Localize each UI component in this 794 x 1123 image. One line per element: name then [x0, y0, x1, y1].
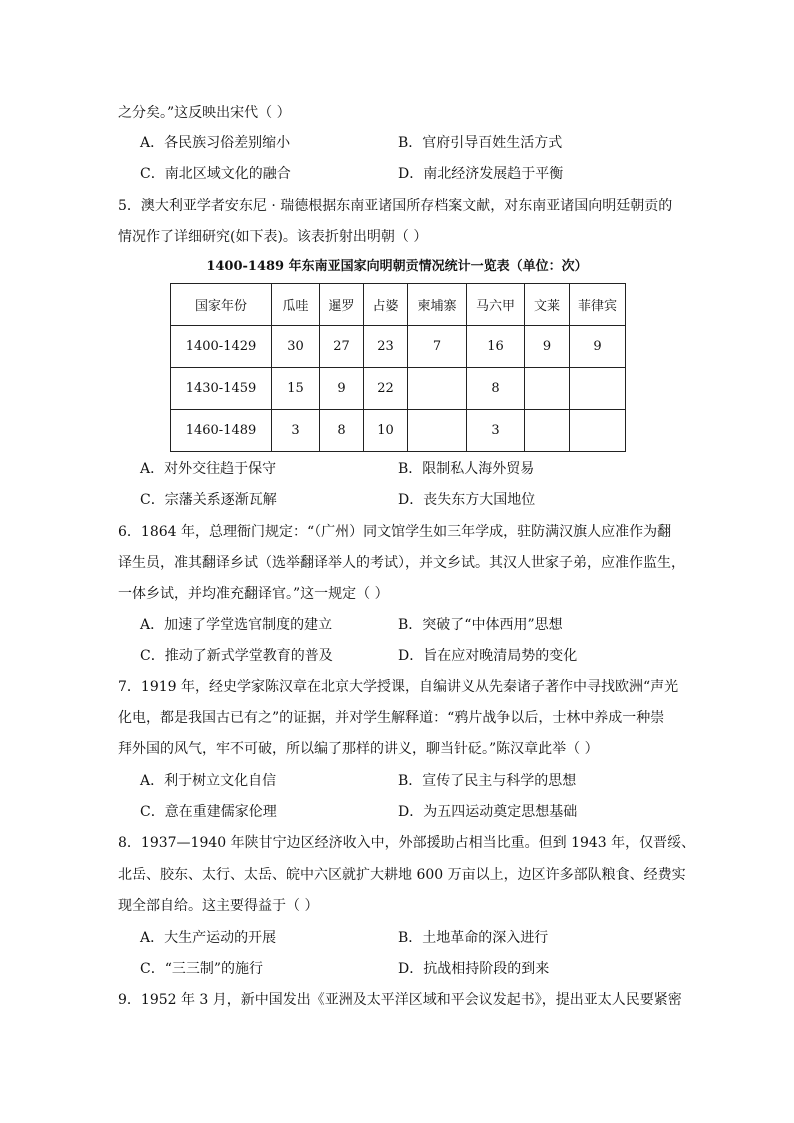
q4-stem: 之分矣。”这反映出宋代（ ） [118, 105, 291, 121]
tribute-table [170, 283, 626, 452]
q8-option-c: C．“三三制”的施行 [140, 961, 264, 977]
table-cell: 9 [525, 326, 570, 368]
q8-option-a: A．大生产运动的开展 [140, 930, 277, 946]
q7-option-a: A．利于树立文化自信 [140, 773, 277, 789]
q8-stem-line: 北岳、胶东、太行、太岳、皖中六区就扩大耕地 600 万亩以上，边区许多部队粮食、经费实 [118, 867, 686, 883]
table-cell: 22 [364, 368, 408, 410]
table-header-cell: 瓜哇 [272, 284, 320, 326]
q7-option-d: D．为五四运动奠定思想基础 [398, 804, 578, 820]
table-header-cell: 暹罗 [320, 284, 364, 326]
table-cell [570, 368, 626, 410]
q5-table-title: 1400-1489 年东南亚国家向明朝贡情况统计一览表（单位：次） [206, 259, 588, 274]
q7-option-c: C．意在重建儒家伦理 [140, 804, 277, 820]
table-cell [525, 368, 570, 410]
table-cell [525, 410, 570, 452]
table-cell: 16 [467, 326, 525, 368]
table-cell: 30 [272, 326, 320, 368]
table-row [171, 410, 626, 452]
q4-option-c: C．南北区域文化的融合 [140, 166, 291, 182]
table-row [171, 368, 626, 410]
q6-option-c: C．推动了新式学堂教育的普及 [140, 648, 333, 664]
q7-stem-line: 7．1919 年，经史学家陈汉章在北京大学授课，自编讲义从先秦诸子著作中寻找欧洲“声光 [118, 679, 679, 695]
table-cell: 3 [467, 410, 525, 452]
q4-option-a: A．各民族习俗差别缩小 [140, 135, 291, 151]
table-cell: 1430-1459 [171, 368, 272, 410]
table-header-cell: 文莱 [525, 284, 570, 326]
table-header-cell: 菲律宾 [570, 284, 626, 326]
q6-stem-line: 6．1864 年，总理衙门规定：“（广州）同文馆学生如三年学成，驻防满汉旗人应准作为翻 [118, 524, 672, 540]
table-cell: 10 [364, 410, 408, 452]
q6-option-d: D．旨在应对晚清局势的变化 [398, 648, 578, 664]
q5-option-d: D．丧失东方大国地位 [398, 492, 536, 508]
q5-option-a: A．对外交往趋于保守 [140, 461, 277, 477]
table-cell [570, 410, 626, 452]
q7-stem-line: 拜外国的风气，牢不可破，所以编了那样的讲义，聊当针砭。”陈汉章此举（ ） [118, 741, 599, 757]
table-cell: 8 [467, 368, 525, 410]
q5-stem-line: 5．澳大利亚学者安东尼 · 瑞德根据东南亚诸国所存档案文献，对东南亚诸国向明廷朝贡的 [118, 198, 673, 214]
table-cell: 9 [320, 368, 364, 410]
q6-stem-line: 一体乡试，并均准充翻译官。”这一规定（ ） [118, 586, 389, 602]
q6-stem-line: 译生员，准其翻译乡试（选举翻译举人的考试），并文乡试。其汉人世家子弟，应准作监生， [118, 555, 685, 571]
table-cell: 23 [364, 326, 408, 368]
table-header-cell: 国家年份 [171, 284, 272, 326]
table-cell: 15 [272, 368, 320, 410]
table-row [171, 326, 626, 368]
q7-option-b: B．宣传了民主与科学的思想 [398, 773, 577, 789]
q7-stem-line: 化电，都是我国古已有之”的证据，并对学生解释道：“鸦片战争以后，士林中养成一种崇 [118, 710, 665, 726]
q9-stem-line: 9．1952 年 3 月，新中国发出《亚洲及太平洋区域和平会议发起书》，提出亚太人民要紧密 [118, 992, 682, 1008]
q4-option-b: B．官府引导百姓生活方式 [398, 135, 563, 151]
q8-stem-line: 现全部自给。这主要得益于（ ） [118, 898, 319, 914]
table-header-cell: 马六甲 [467, 284, 525, 326]
table-cell: 8 [320, 410, 364, 452]
q6-option-a: A．加速了学堂选官制度的建立 [140, 617, 333, 633]
table-cell: 1400-1429 [171, 326, 272, 368]
table-cell: 7 [408, 326, 467, 368]
q8-option-b: B．土地革命的深入进行 [398, 930, 549, 946]
q5-stem-line: 情况作了详细研究(如下表)。该表折射出明朝（ ） [118, 229, 428, 245]
table-header-cell: 柬埔寨 [408, 284, 467, 326]
q4-option-d: D．南北经济发展趋于平衡 [398, 166, 564, 182]
table-cell: 27 [320, 326, 364, 368]
table-cell: 3 [272, 410, 320, 452]
table-cell [408, 410, 467, 452]
q8-stem-line: 8．1937—1940 年陕甘宁边区经济收入中，外部援助占相当比重。但到 1943 年，仅晋绥、 [118, 835, 696, 851]
table-header-row [171, 284, 626, 326]
q8-option-d: D．抗战相持阶段的到来 [398, 961, 550, 977]
table-cell: 1460-1489 [171, 410, 272, 452]
q5-option-c: C．宗藩关系逐渐瓦解 [140, 492, 277, 508]
table-cell [408, 368, 467, 410]
q5-option-b: B．限制私人海外贸易 [398, 461, 535, 477]
table-cell: 9 [570, 326, 626, 368]
q6-option-b: B．突破了“中体西用”思想 [398, 617, 563, 633]
table-header-cell: 占婆 [364, 284, 408, 326]
